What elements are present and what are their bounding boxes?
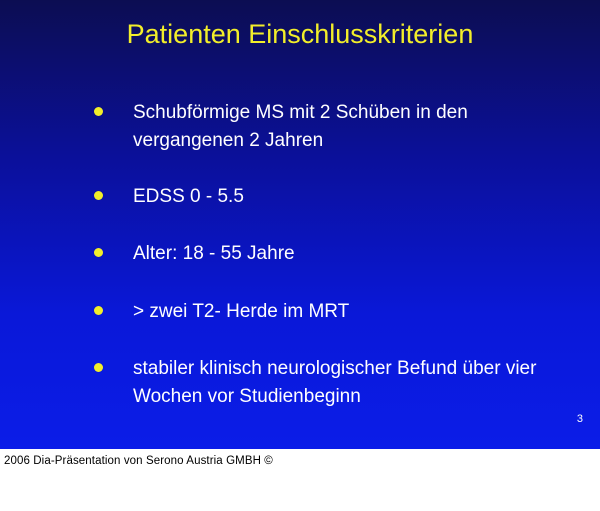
bullet-text: EDSS 0 - 5.5 — [133, 186, 244, 207]
bullet-text: > zwei T2- Herde im MRT — [133, 301, 350, 322]
bullet-dot-icon — [94, 248, 103, 257]
bullet-dot-icon — [94, 306, 103, 315]
bullet-item — [94, 355, 574, 411]
slide-title: Patienten Einschlusskriterien — [126, 19, 474, 49]
slide-page-number: 3 — [576, 413, 583, 425]
bullet-text: Alter: 18 - 55 Jahre — [133, 243, 295, 264]
footer-caption: 2006 Dia-Präsentation von Serono Austria GMBH © — [4, 455, 273, 467]
bullet-dot-icon — [94, 191, 103, 200]
bullet-dot-icon — [94, 363, 103, 372]
bullet-text: Schubförmige MS mit 2 Schüben in den vergangenen 2 Jahren — [133, 102, 468, 151]
bullet-item — [94, 240, 574, 268]
bullet-item — [94, 99, 574, 155]
bullet-item — [94, 298, 574, 326]
bullet-dot-icon — [94, 107, 103, 116]
bullet-item — [94, 183, 574, 211]
bullet-text: stabiler klinisch neurologischer Befund über vier Wochen vor Studienbeginn — [133, 358, 537, 407]
